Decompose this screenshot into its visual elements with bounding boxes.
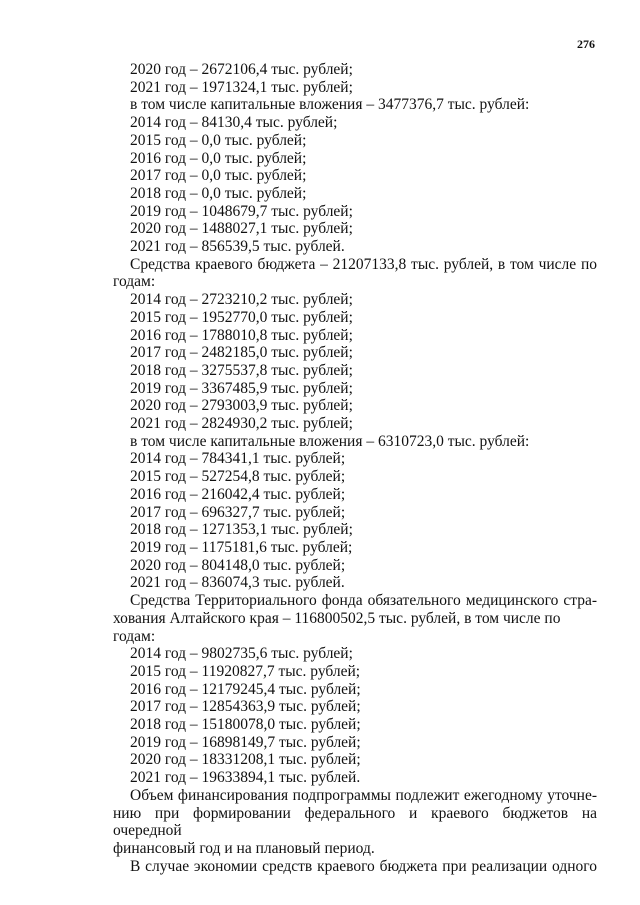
list-item: 2017 год – 0,0 тыс. рублей; (130, 167, 307, 185)
list-item: 2019 год – 1175181,6 тыс. рублей; (130, 538, 353, 556)
volume-paragraph-line1: Объем финансирования подпрограммы подлежит ежегодному уточне- (130, 786, 597, 804)
funding-list-regional (113, 291, 597, 592)
insurance-fund-intro-line2: хования Алтайского края – 116800502,5 тыс. рублей, в том числе по годам: (113, 609, 561, 645)
funding-list-federal (113, 61, 597, 256)
list-item: 2019 год – 1048679,7 тыс. рублей; (130, 202, 353, 220)
savings-paragraph-line1: В случае экономии средств краевого бюджета при реализации одного (130, 857, 597, 875)
list-item: 2021 год – 2824930,2 тыс. рублей; (130, 415, 353, 433)
list-item: 2020 год – 1488027,1 тыс. рублей; (130, 220, 353, 238)
list-item: 2021 год – 836074,3 тыс. рублей. (130, 574, 345, 592)
list-item: 2020 год – 804148,0 тыс. рублей; (130, 556, 346, 574)
regional-budget-intro-line1: Средства краевого бюджета – 21207133,8 тыс. рублей, в том числе по (130, 255, 597, 273)
list-item: 2018 год – 0,0 тыс. рублей; (130, 184, 307, 202)
list-item: 2014 год – 784341,1 тыс. рублей; (130, 450, 346, 468)
list-item: 2015 год – 1952770,0 тыс. рублей; (130, 308, 353, 326)
list-item: 2019 год – 3367485,9 тыс. рублей; (130, 379, 353, 397)
list-item: 2021 год – 19633894,1 тыс. рублей. (130, 769, 361, 787)
list-item: 2020 год – 2672106,4 тыс. рублей; (130, 61, 353, 78)
list-item: 2015 год – 11920827,7 тыс. рублей; (130, 662, 361, 680)
list-item: 2020 год – 18331208,1 тыс. рублей; (130, 751, 361, 769)
list-item: 2015 год – 527254,8 тыс. рублей; (130, 468, 346, 486)
list-item: 2016 год – 216042,4 тыс. рублей; (130, 485, 346, 503)
list-item: в том числе капитальные вложения – 6310723,0 тыс. рублей: (130, 432, 530, 450)
list-item: 2016 год – 12179245,4 тыс. рублей; (130, 680, 361, 698)
list-item: 2016 год – 0,0 тыс. рублей; (130, 149, 307, 167)
list-item: 2020 год – 2793003,9 тыс. рублей; (130, 397, 353, 415)
list-item: 2018 год – 3275537,8 тыс. рублей; (130, 361, 353, 379)
list-item: 2019 год – 16898149,7 тыс. рублей; (130, 733, 361, 751)
volume-paragraph-line3: финансовый год и на плановый период. (113, 839, 375, 857)
insurance-fund-intro-line1: Средства Территориального фонда обязательного медицинского стра- (130, 592, 597, 610)
list-item: 2014 год – 9802735,6 тыс. рублей; (130, 645, 353, 663)
list-item: 2015 год – 0,0 тыс. рублей; (130, 131, 307, 149)
document-body (113, 61, 597, 875)
list-item: 2021 год – 856539,5 тыс. рублей. (130, 238, 345, 256)
list-item: 2017 год – 12854363,9 тыс. рублей; (130, 698, 361, 716)
list-item: 2017 год – 696327,7 тыс. рублей; (130, 503, 346, 521)
list-item: 2016 год – 1788010,8 тыс. рублей; (130, 326, 353, 344)
funding-list-insurance-fund (113, 645, 597, 787)
page-number: 276 (577, 37, 595, 51)
list-item: 2014 год – 2723210,2 тыс. рублей; (130, 291, 353, 309)
list-item: 2014 год – 84130,4 тыс. рублей; (130, 114, 338, 132)
regional-budget-intro-line2: годам: (113, 273, 156, 291)
volume-paragraph-line2: нию при формировании федерального и краевого бюджетов на очередной (113, 804, 597, 840)
list-item: 2018 год – 1271353,1 тыс. рублей; (130, 521, 353, 539)
list-item: в том числе капитальные вложения – 3477376,7 тыс. рублей: (130, 96, 530, 114)
list-item: 2021 год – 1971324,1 тыс. рублей; (130, 78, 353, 96)
list-item: 2018 год – 15180078,0 тыс. рублей; (130, 716, 361, 734)
list-item: 2017 год – 2482185,0 тыс. рублей; (130, 344, 353, 362)
